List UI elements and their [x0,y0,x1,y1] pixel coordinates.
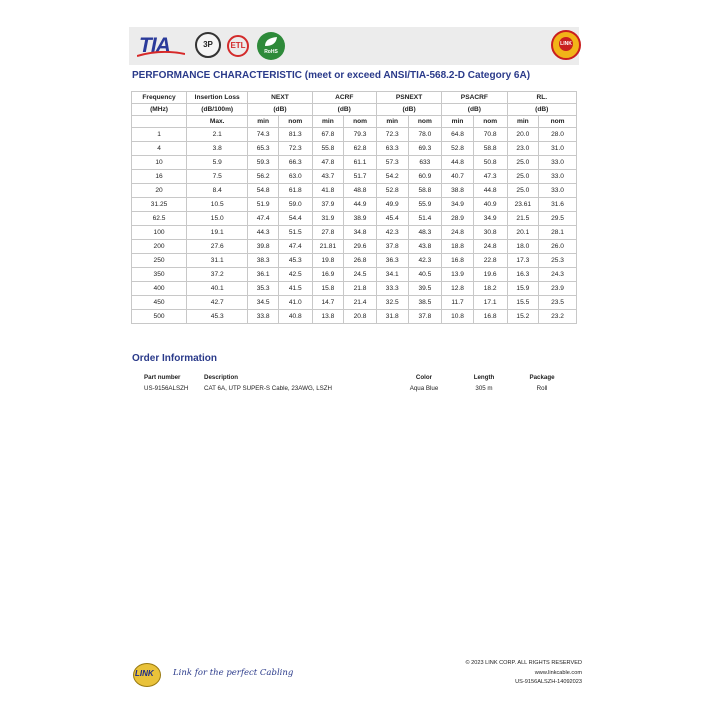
table-cell: 50.8 [473,156,507,170]
order-length: 305 m [475,385,493,392]
table-cell: 18.0 [507,240,539,254]
table-cell: 16.8 [442,254,474,268]
footer-copyright: © 2023 LINK CORP. ALL RIGHTS RESERVED [465,660,582,666]
table-cell: 40.5 [408,268,442,282]
table-cell: 28.0 [539,128,577,142]
link-quality-badge [551,30,581,60]
table-cell: 41.8 [312,184,344,198]
logo-bar [129,27,579,65]
table-cell: 65.3 [248,142,279,156]
table-row [132,310,577,324]
table-cell: 67.8 [312,128,344,142]
unit-insertion-loss: (dB/100m) [187,104,248,116]
table-cell: 38.8 [442,184,474,198]
table-cell: 42.3 [408,254,442,268]
unit-acrf: (dB) [312,104,376,116]
table-cell: 70.8 [473,128,507,142]
table-cell: 30.8 [473,226,507,240]
table-cell: 34.9 [442,198,474,212]
table-cell: 35.3 [248,282,279,296]
table-cell: 24.8 [442,226,474,240]
table-row [132,296,577,310]
table-cell: 41.5 [278,282,312,296]
order-info-title: Order Information [132,353,218,364]
table-cell: 24.5 [344,268,377,282]
table-cell: 21.81 [312,240,344,254]
table-cell: 47.8 [312,156,344,170]
tia-logo-text: TIA [139,34,170,57]
table-cell: 42.3 [376,226,408,240]
table-cell: 81.3 [278,128,312,142]
table-cell: 10.8 [442,310,474,324]
table-cell: 28.9 [442,212,474,226]
table-cell: 59.0 [278,198,312,212]
table-cell: 16.9 [312,268,344,282]
table-cell: 42.7 [187,296,248,310]
subheader-cell: min [376,116,408,128]
table-header-row [132,92,577,104]
table-cell: 15.5 [507,296,539,310]
subheader-cell: min [312,116,344,128]
table-cell: 42.5 [278,268,312,282]
order-color: Aqua Blue [409,385,439,392]
order-part-number: US-9156ALSZH [144,385,189,392]
table-cell: 15.9 [507,282,539,296]
table-cell: 17.3 [507,254,539,268]
subheader-cell: min [442,116,474,128]
table-cell: 28.1 [539,226,577,240]
table-cell: 25.0 [507,156,539,170]
table-cell: 45.4 [376,212,408,226]
table-cell: 16.8 [473,310,507,324]
table-cell: 33.0 [539,156,577,170]
table-cell: 74.3 [248,128,279,142]
order-header-package: Package [529,374,555,381]
table-cell: 19.1 [187,226,248,240]
footer-tagline: Link for the perfect Cabling [173,668,294,678]
subheader-cell: nom [473,116,507,128]
table-cell: 47.4 [278,240,312,254]
table-cell: 40.8 [278,310,312,324]
table-cell: 10.5 [187,198,248,212]
table-cell: 23.61 [507,198,539,212]
table-cell: 20.8 [344,310,377,324]
subheader-cell: min [507,116,539,128]
table-cell: 40.7 [442,170,474,184]
order-description: CAT 6A, UTP SUPER-S Cable, 23AWG, LSZH [204,385,333,392]
table-cell: 79.3 [344,128,377,142]
table-cell: 47.4 [248,212,279,226]
table-cell: 15.2 [507,310,539,324]
table-cell: 21.4 [344,296,377,310]
table-cell: 31.25 [132,198,187,212]
table-cell: 41.0 [278,296,312,310]
table-cell: 13.8 [312,310,344,324]
table-cell: 62.5 [132,212,187,226]
table-cell: 49.9 [376,198,408,212]
tia-swoosh-icon [137,51,185,57]
table-cell: 44.8 [442,156,474,170]
table-cell: 45.3 [278,254,312,268]
table-cell: 12.8 [442,282,474,296]
table-row [132,226,577,240]
order-header-row [132,374,572,385]
table-cell: 34.5 [248,296,279,310]
table-cell: 27.8 [312,226,344,240]
table-cell: 40.9 [473,198,507,212]
order-header-part: Part number [144,374,181,381]
table-cell: 350 [132,268,187,282]
table-cell: 36.1 [248,268,279,282]
table-cell: 34.1 [376,268,408,282]
table-cell: 8.4 [187,184,248,198]
performance-table [131,91,577,324]
table-cell: 55.8 [312,142,344,156]
table-cell: 4 [132,142,187,156]
unit-rl: (dB) [507,104,576,116]
table-cell: 1 [132,128,187,142]
table-cell: 33.0 [539,184,577,198]
table-cell: 14.7 [312,296,344,310]
etl-logo-text: ETL [230,41,246,50]
table-cell: 51.9 [248,198,279,212]
table-row [132,142,577,156]
table-cell: 400 [132,282,187,296]
table-cell: 66.3 [278,156,312,170]
table-cell: 60.9 [408,170,442,184]
table-cell: 54.8 [248,184,279,198]
table-cell: 61.8 [278,184,312,198]
table-cell: 56.2 [248,170,279,184]
table-cell: 20 [132,184,187,198]
col-header-insertion-loss: Insertion Loss [187,92,248,104]
table-cell: 31.1 [187,254,248,268]
table-cell: 32.5 [376,296,408,310]
table-cell: 20.1 [507,226,539,240]
table-cell: 500 [132,310,187,324]
table-cell: 72.3 [376,128,408,142]
table-cell: 26.8 [344,254,377,268]
table-cell: 52.8 [376,184,408,198]
table-cell: 21.5 [507,212,539,226]
table-unit-row [132,104,577,116]
footer-doc-code: US-9156ALSZH-14092023 [515,679,582,685]
order-header-color: Color [415,374,433,381]
table-cell: 450 [132,296,187,310]
footer-logo-text: LINK [135,669,154,678]
col-header-next: NEXT [248,92,312,104]
table-cell: 51.4 [408,212,442,226]
rohs-logo-text: RoHS [264,49,278,55]
subheader-cell: nom [344,116,377,128]
table-cell: 250 [132,254,187,268]
table-cell: 19.6 [473,268,507,282]
table-cell: 37.8 [408,310,442,324]
table-cell: 72.3 [278,142,312,156]
table-cell: 16.3 [507,268,539,282]
table-cell: 38.9 [344,212,377,226]
third-party-verified-seal [195,32,221,58]
table-cell: 23.9 [539,282,577,296]
table-cell: 31.9 [312,212,344,226]
table-cell: 20.0 [507,128,539,142]
table-row [132,128,577,142]
table-cell: 15.8 [312,282,344,296]
table-cell: 43.8 [408,240,442,254]
table-cell: 39.5 [408,282,442,296]
table-cell: 23.0 [507,142,539,156]
table-cell: 18.8 [442,240,474,254]
table-cell: 63.0 [278,170,312,184]
table-cell: 16 [132,170,187,184]
table-cell: 38.5 [408,296,442,310]
table-cell: 23.5 [539,296,577,310]
table-cell: 58.8 [408,184,442,198]
table-cell: 43.7 [312,170,344,184]
table-cell: 5.9 [187,156,248,170]
table-cell: 78.0 [408,128,442,142]
table-cell: 63.3 [376,142,408,156]
table-cell: 25.0 [507,170,539,184]
leaf-icon [263,36,279,48]
table-row [132,254,577,268]
etl-logo [227,35,249,57]
table-cell: 22.8 [473,254,507,268]
table-cell: 55.9 [408,198,442,212]
table-row [132,282,577,296]
table-cell: 10 [132,156,187,170]
unit-psnext: (dB) [376,104,441,116]
table-cell: 45.3 [187,310,248,324]
table-cell: 34.9 [473,212,507,226]
col-header-acrf: ACRF [312,92,376,104]
col-header-rl: RL. [507,92,576,104]
subheader-cell [132,116,187,128]
table-cell: 19.8 [312,254,344,268]
rohs-logo [257,32,285,60]
subheader-cell: min [248,116,279,128]
unit-next: (dB) [248,104,312,116]
table-cell: 21.8 [344,282,377,296]
subheader-cell: nom [408,116,442,128]
table-cell: 24.8 [473,240,507,254]
table-cell: 25.3 [539,254,577,268]
table-subheader-row [132,116,577,128]
table-cell: 633 [408,156,442,170]
table-row [132,184,577,198]
table-row [132,212,577,226]
table-cell: 44.3 [248,226,279,240]
subheader-cell: Max. [187,116,248,128]
col-header-psacrf: PSACRF [442,92,507,104]
table-cell: 48.3 [408,226,442,240]
table-cell: 31.8 [376,310,408,324]
col-header-psnext: PSNEXT [376,92,441,104]
table-cell: 37.9 [312,198,344,212]
table-cell: 51.5 [278,226,312,240]
table-cell: 62.8 [344,142,377,156]
order-package: Roll [536,385,548,392]
table-cell: 200 [132,240,187,254]
table-cell: 36.3 [376,254,408,268]
unit-psacrf: (dB) [442,104,507,116]
table-cell: 34.8 [344,226,377,240]
table-cell: 33.3 [376,282,408,296]
table-cell: 15.0 [187,212,248,226]
table-cell: 54.2 [376,170,408,184]
table-cell: 7.5 [187,170,248,184]
table-cell: 59.3 [248,156,279,170]
col-header-frequency: Frequency [132,92,187,104]
table-cell: 52.8 [442,142,474,156]
performance-table-body [132,128,577,324]
table-cell: 33.8 [248,310,279,324]
table-cell: 2.1 [187,128,248,142]
table-cell: 51.7 [344,170,377,184]
tia-logo [137,33,187,59]
datasheet-page [117,0,587,704]
table-cell: 57.3 [376,156,408,170]
table-row [132,170,577,184]
table-cell: 39.8 [248,240,279,254]
table-cell: 44.8 [473,184,507,198]
order-row [132,385,572,396]
table-cell: 40.1 [187,282,248,296]
table-cell: 13.9 [442,268,474,282]
seal-3p-text: 3P [203,40,213,49]
table-cell: 27.6 [187,240,248,254]
subheader-cell: nom [539,116,577,128]
subheader-cell: nom [278,116,312,128]
performance-title: PERFORMANCE CHARACTERISTIC (meet or exceed ANSI/TIA-568.2-D Category 6A) [132,70,531,81]
table-cell: 24.3 [539,268,577,282]
table-cell: 48.8 [344,184,377,198]
table-row [132,268,577,282]
table-cell: 37.8 [376,240,408,254]
order-info-table [132,374,572,396]
table-row [132,240,577,254]
table-cell: 18.2 [473,282,507,296]
table-cell: 54.4 [278,212,312,226]
table-cell: 31.0 [539,142,577,156]
table-cell: 37.2 [187,268,248,282]
table-cell: 33.0 [539,170,577,184]
table-cell: 69.3 [408,142,442,156]
order-header-description: Description [204,374,239,381]
table-cell: 3.8 [187,142,248,156]
table-cell: 29.6 [344,240,377,254]
table-cell: 47.3 [473,170,507,184]
table-cell: 29.5 [539,212,577,226]
table-cell: 31.6 [539,198,577,212]
table-cell: 38.3 [248,254,279,268]
table-cell: 61.1 [344,156,377,170]
table-row [132,156,577,170]
table-cell: 64.8 [442,128,474,142]
table-row [132,198,577,212]
table-cell: 58.8 [473,142,507,156]
table-cell: 11.7 [442,296,474,310]
unit-frequency: (MHz) [132,104,187,116]
footer-link-logo [129,659,165,691]
link-badge-text: LINK [559,37,573,51]
table-cell: 17.1 [473,296,507,310]
footer-info [465,659,582,688]
order-header-length: Length [473,374,495,381]
table-cell: 100 [132,226,187,240]
table-cell: 26.0 [539,240,577,254]
table-cell: 23.2 [539,310,577,324]
footer-website: www.linkcable.com [534,669,582,676]
table-cell: 25.0 [507,184,539,198]
table-cell: 44.9 [344,198,377,212]
